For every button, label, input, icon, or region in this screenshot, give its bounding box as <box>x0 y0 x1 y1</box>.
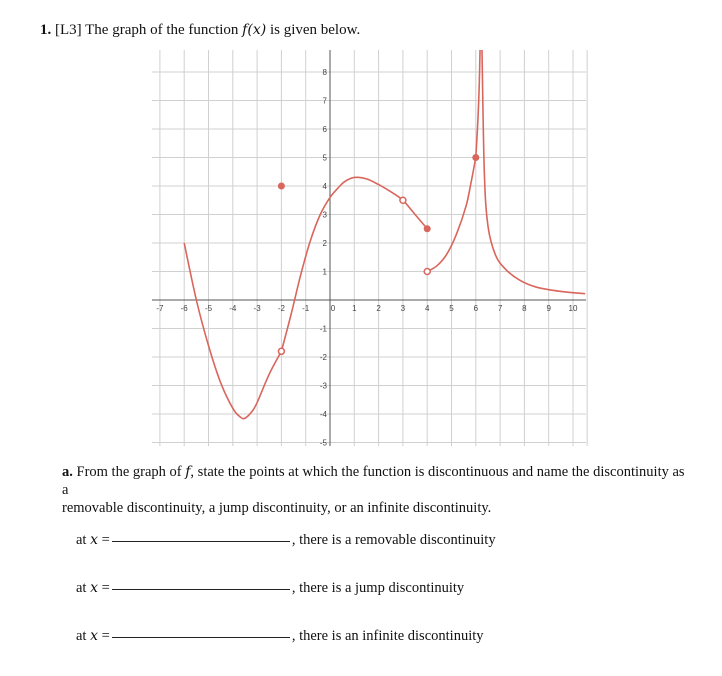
open-point <box>424 269 430 275</box>
answer-row-removable <box>76 532 496 549</box>
answer-row-jump <box>76 580 464 597</box>
x-tick-label: 2 <box>376 304 381 313</box>
x-tick-label: 4 <box>424 304 430 313</box>
question-text-before: The graph of the function <box>85 22 239 38</box>
x-tick-label: 1 <box>352 304 357 313</box>
x-tick-label: 6 <box>473 304 479 313</box>
x-tick-label: 8 <box>522 304 527 313</box>
question-number: 1. <box>40 22 52 38</box>
part-a-text2: , state the points at which the function is discontinuous and name the discontinuity as a <box>62 464 685 498</box>
answer-blank[interactable] <box>112 588 290 590</box>
answer-suffix: , there is a removable discontinuity <box>291 532 496 548</box>
x-tick-label: -5 <box>204 304 213 313</box>
y-tick-label: -1 <box>319 324 327 334</box>
y-tick-label: 5 <box>322 153 327 163</box>
x-tick-label: -7 <box>156 304 164 313</box>
x-tick-label: 9 <box>546 304 551 313</box>
answer-suffix: , there is an infinite discontinuity <box>291 628 484 644</box>
y-tick-label: -5 <box>319 438 327 448</box>
y-tick-label: 4 <box>322 182 327 191</box>
y-tick-label: 6 <box>322 125 327 134</box>
x-tick-label: -1 <box>302 304 310 313</box>
x-tick-label: -6 <box>180 304 188 313</box>
y-tick-label: 8 <box>322 68 327 77</box>
y-tick-label: -4 <box>319 410 327 419</box>
part-a-func: f <box>185 464 191 480</box>
x-tick-label: 3 <box>400 304 406 313</box>
answer-prefix: at x = <box>76 532 110 548</box>
y-tick-label: -2 <box>319 353 327 362</box>
closed-point <box>424 226 430 232</box>
y-tick-label: 1 <box>322 267 327 277</box>
part-a-text1: From the graph of <box>76 464 182 480</box>
answer-prefix: at x = <box>76 580 110 596</box>
part-a-text3: removable discontinuity, a jump discontinuity, or an infinite discontinuity. <box>62 500 492 516</box>
open-point <box>278 348 284 354</box>
function-name: f(x) <box>242 22 267 38</box>
x-tick-label: 0 <box>330 304 336 313</box>
y-tick-label: 7 <box>322 96 327 106</box>
curve-asymptote-right-branch <box>482 44 585 294</box>
closed-point <box>473 155 479 161</box>
answer-suffix: , there is a jump discontinuity <box>291 580 465 596</box>
open-point <box>400 197 406 203</box>
x-tick-label: -3 <box>253 304 261 313</box>
function-curve-group <box>184 44 585 419</box>
answer-blank[interactable] <box>112 540 290 542</box>
closed-point <box>278 183 284 189</box>
answer-prefix: at x = <box>76 628 110 644</box>
x-tick-label: -2 <box>277 304 285 313</box>
part-a-prompt <box>62 463 692 517</box>
x-tick-label: 7 <box>497 304 503 313</box>
y-tick-label: 3 <box>322 210 327 220</box>
x-tick-label: 10 <box>568 304 578 313</box>
answer-row-infinite <box>76 628 484 645</box>
question-text-after: is given below. <box>269 22 361 38</box>
part-a-label: a. <box>62 464 73 480</box>
question-level: [L3] <box>55 22 82 38</box>
y-tick-label: 2 <box>322 239 327 248</box>
answer-blank[interactable] <box>112 636 290 638</box>
x-tick-label: -4 <box>229 304 237 313</box>
x-tick-label: 5 <box>449 304 454 313</box>
y-tick-label: -3 <box>319 381 327 391</box>
